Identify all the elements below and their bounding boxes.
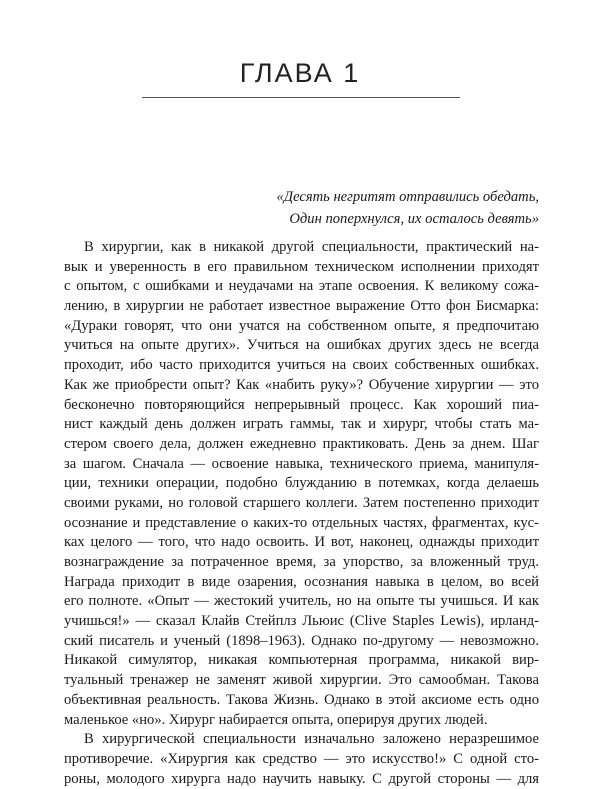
- epigraph-line: «Десять негритят отправились обедать,: [276, 189, 539, 205]
- text-line: маленькое «но». Хирург набирается опыта, оперируя других людей.: [64, 711, 488, 728]
- text-line: туальный тренажер не заменят живой хирургии. Это самообман. Такова: [64, 672, 539, 689]
- text-line: Награда приходит в виде озарения, осознания навыка в целом, во всей: [64, 573, 539, 590]
- text-line: ский писатель и ученый (1898–1963). Однако по-другому — невозможно.: [64, 632, 539, 649]
- paragraph-2: [64, 730, 539, 789]
- text-line: осознание и представление о каких-то отдельных частях, фрагментах, кус-: [64, 514, 539, 531]
- text-line: своими руками, но головой старшего коллеги. Затем постепенно приходит: [64, 494, 539, 511]
- text-line: вознаграждение за потраченное время, за упорство, за вложенный труд.: [64, 554, 539, 570]
- text-line: «Дураки говорят, что они учатся на собственном опыте, я предпочитаю: [64, 317, 539, 334]
- text-line: нист каждый день должен играть гаммы, так и хирург, чтобы стать ма-: [64, 416, 539, 433]
- body-text: [64, 238, 539, 789]
- text-line: Как же приобрести опыт? Как «набить руку»? Обучение хирургии — это: [64, 376, 539, 393]
- text-line: учиться на опыте других». Учиться на ошибках других здесь не всегда: [64, 337, 539, 354]
- text-line: его полноте. «Опыт — жестокий учитель, но на опыте ты учишься. И как: [64, 593, 539, 610]
- epigraph: [119, 186, 539, 230]
- paragraph-1: [64, 238, 539, 730]
- text-line: проходит, ибо часто приходится учиться на своих собственных ошибках.: [64, 357, 539, 374]
- text-line: лению, в хирургии не работает известное выражение Отто фон Бисмарка:: [64, 298, 539, 315]
- epigraph-line: Один поперхнулся, их осталось девять»: [289, 211, 539, 227]
- text-line: бесконечно повторяющийся непрерывный процесс. Как хороший пиа-: [64, 396, 539, 413]
- text-line: с опытом, с ошибками и неудачами на этапе освоения. К великому сожа-: [64, 278, 539, 295]
- text-line: учишься!» — сказал Клайв Стейплз Льюис (Clive Staples Lewis), ирланд-: [64, 613, 539, 630]
- text-line: противоречие. «Хирургия как средство — это искусство!» С одной сто-: [64, 750, 539, 767]
- text-line: объективная реальность. Такова Жизнь. Однако в этой аксиоме есть одно: [64, 691, 539, 708]
- text-line: ках целого — того, что надо освоить. И вот, наконец, однажды приходит: [64, 534, 539, 551]
- title-divider: [142, 97, 460, 98]
- text-line: вык и уверенность в его правильном техническом исполнении приходят: [64, 258, 539, 275]
- text-line: за шагом. Сначала — освоение навыка, технического приема, манипуля-: [64, 455, 539, 472]
- text-line: Никакой симулятор, никакая компьютерная программа, никакой вир-: [64, 652, 539, 669]
- text-line: роны, молодого хирурга надо научить навыку. С другой стороны — для: [64, 770, 539, 787]
- text-line: ции, техники операции, подобно блужданию в потемках, когда делаешь: [64, 475, 539, 492]
- text-line: В хирургии, как в никакой другой специальности, практический на-: [84, 239, 539, 255]
- text-line: В хирургической специальности изначально заложено неразрешимое: [84, 731, 539, 748]
- chapter-title: ГЛАВА 1: [239, 58, 361, 88]
- text-line: стером своего дела, должен ежедневно практиковать. День за днем. Шаг: [64, 435, 539, 452]
